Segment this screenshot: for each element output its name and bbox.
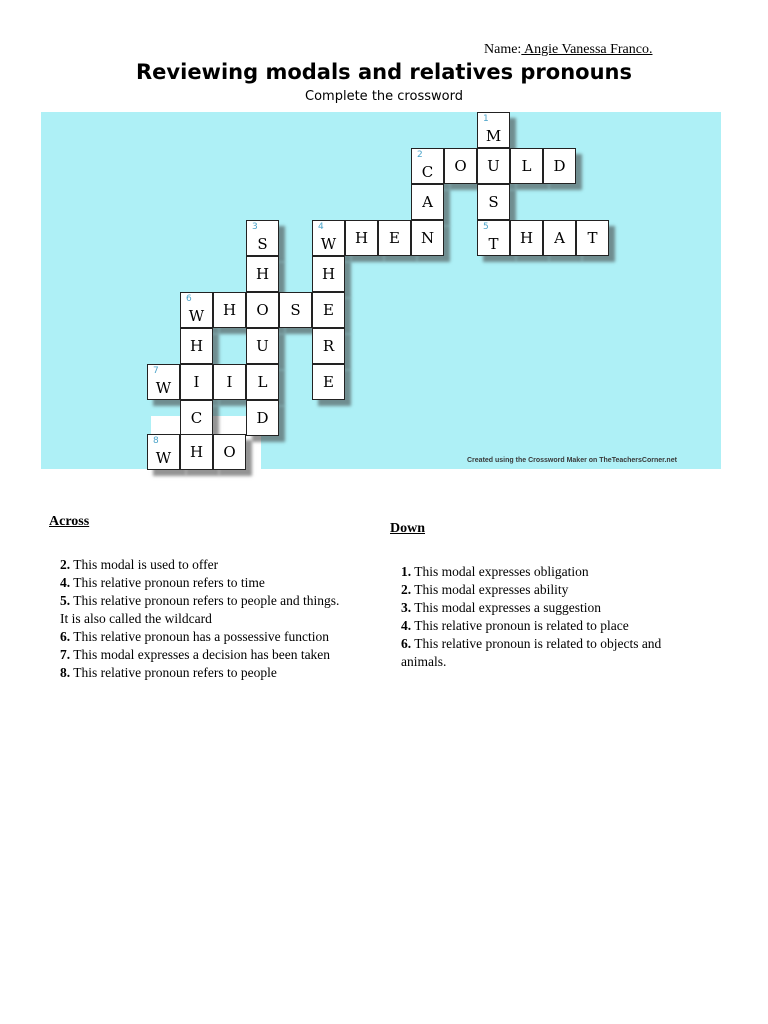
crossword-cell[interactable] <box>312 256 345 292</box>
crossword-cell[interactable] <box>312 328 345 364</box>
cell-letter: H <box>519 229 534 247</box>
crossword-cell[interactable] <box>147 434 180 470</box>
clue-number: 4 <box>318 222 324 232</box>
crossword-cell[interactable] <box>411 148 444 184</box>
name-label: Name: <box>484 42 522 57</box>
cell-letter: E <box>323 301 334 319</box>
crossword-cell[interactable] <box>510 148 543 184</box>
cell-letter: L <box>521 157 532 175</box>
cell-letter: E <box>323 373 334 391</box>
cell-letter: S <box>257 235 268 253</box>
down-heading: Down <box>390 521 426 536</box>
clue-number: 8 <box>153 436 159 446</box>
crossword-cell[interactable] <box>180 328 213 364</box>
cell-letter: H <box>321 265 336 283</box>
crossword-cell[interactable] <box>213 292 246 328</box>
crossword-cell[interactable] <box>576 220 609 256</box>
crossword-cell[interactable] <box>246 328 279 364</box>
clue-number: 1 <box>483 114 489 124</box>
cell-letter: E <box>389 229 400 247</box>
page-title: Reviewing modals and relatives pronouns <box>136 60 632 84</box>
crossword-cell[interactable] <box>312 292 345 328</box>
clue-across-6: 6. This relative pronoun has a possessive function <box>60 629 329 644</box>
crossword-cell[interactable] <box>477 112 510 148</box>
cell-letter: O <box>256 301 269 319</box>
crossword-cell[interactable] <box>279 292 312 328</box>
crossword-cell[interactable] <box>345 220 378 256</box>
cell-letter: C <box>190 409 203 427</box>
cell-letter: W <box>155 379 172 397</box>
crossword-cell[interactable] <box>246 292 279 328</box>
cell-letter: O <box>454 157 467 175</box>
cell-letter: L <box>257 373 268 391</box>
crossword-cell[interactable] <box>147 364 180 400</box>
crossword-cell[interactable] <box>213 434 246 470</box>
cell-letter: W <box>155 449 172 467</box>
crossword-cell[interactable] <box>543 220 576 256</box>
cell-letter: H <box>354 229 369 247</box>
crossword-cell[interactable] <box>246 256 279 292</box>
clue-number: 6 <box>186 294 192 304</box>
cell-letter: I <box>226 373 233 391</box>
clue-down-3: 3. This modal expresses a suggestion <box>401 600 601 615</box>
clue-across-2: 2. This modal is used to offer <box>60 557 219 572</box>
crossword-cell[interactable] <box>411 184 444 220</box>
clue-number: 5 <box>483 222 489 232</box>
cell-letter: H <box>189 443 204 461</box>
crossword-cell[interactable] <box>246 220 279 256</box>
crossword-cell[interactable] <box>180 292 213 328</box>
name-line <box>484 42 653 58</box>
crossword-cell[interactable] <box>246 364 279 400</box>
clue-down-2: 2. This modal expresses ability <box>401 582 569 597</box>
cell-letter: S <box>290 301 301 319</box>
crossword-cell[interactable] <box>180 364 213 400</box>
crossword-cell[interactable] <box>477 148 510 184</box>
cell-letter: N <box>420 229 435 247</box>
cell-letter: U <box>256 337 269 355</box>
cell-letter: R <box>322 337 335 355</box>
crossword-cell[interactable] <box>180 434 213 470</box>
page-subtitle: Complete the crossword <box>305 89 463 104</box>
crossword-board <box>41 112 721 469</box>
clue-down-1: 1. This modal expresses obligation <box>401 564 589 579</box>
clue-across-4: 4. This relative pronoun refers to time <box>60 575 265 590</box>
cell-letter: U <box>487 157 500 175</box>
crossword-cell[interactable] <box>411 220 444 256</box>
cell-letter: A <box>554 229 565 247</box>
down-clues <box>401 563 701 671</box>
crossword-cell[interactable] <box>213 364 246 400</box>
cell-letter: D <box>256 409 269 427</box>
crossword-cell[interactable] <box>180 400 213 436</box>
cell-letter: M <box>485 127 502 145</box>
cell-letter: O <box>223 443 236 461</box>
crossword-cell[interactable] <box>312 364 345 400</box>
cell-letter: T <box>488 235 499 253</box>
cell-letter: S <box>488 193 499 211</box>
clue-down-6: 6. This relative pronoun is related to objects and animals. <box>401 636 662 669</box>
clue-across-5: 5. This relative pronoun refers to people and things. It is also called the wildcard <box>60 593 340 626</box>
crossword-cell[interactable] <box>444 148 477 184</box>
cell-letter: W <box>320 235 337 253</box>
crossword-cell[interactable] <box>510 220 543 256</box>
crossword-cell[interactable] <box>477 220 510 256</box>
cell-letter: I <box>193 373 200 391</box>
cell-letter: W <box>188 307 205 325</box>
cell-letter: H <box>189 337 204 355</box>
clue-down-4: 4. This relative pronoun is related to place <box>401 618 629 633</box>
crossword-cell[interactable] <box>246 400 279 436</box>
cell-letter: H <box>222 301 237 319</box>
crossword-cell[interactable] <box>477 184 510 220</box>
cell-letter: T <box>587 229 598 247</box>
crossword-credit: Created using the Crossword Maker on TheTeachersCorner.net <box>467 457 677 464</box>
clue-number: 3 <box>252 222 258 232</box>
across-heading: Across <box>49 514 90 529</box>
crossword-cell[interactable] <box>543 148 576 184</box>
clue-across-8: 8. This relative pronoun refers to people <box>60 665 277 680</box>
name-value: Angie Vanessa Franco. <box>521 42 653 57</box>
cell-letter: D <box>553 157 566 175</box>
clue-number: 7 <box>153 366 159 376</box>
crossword-cell[interactable] <box>312 220 345 256</box>
clue-across-7: 7. This modal expresses a decision has been taken <box>60 647 331 662</box>
cell-letter: A <box>422 193 433 211</box>
cell-letter: H <box>255 265 270 283</box>
across-clues <box>60 556 345 682</box>
clue-number: 2 <box>417 150 423 160</box>
cell-letter: C <box>421 163 434 181</box>
crossword-cell[interactable] <box>378 220 411 256</box>
